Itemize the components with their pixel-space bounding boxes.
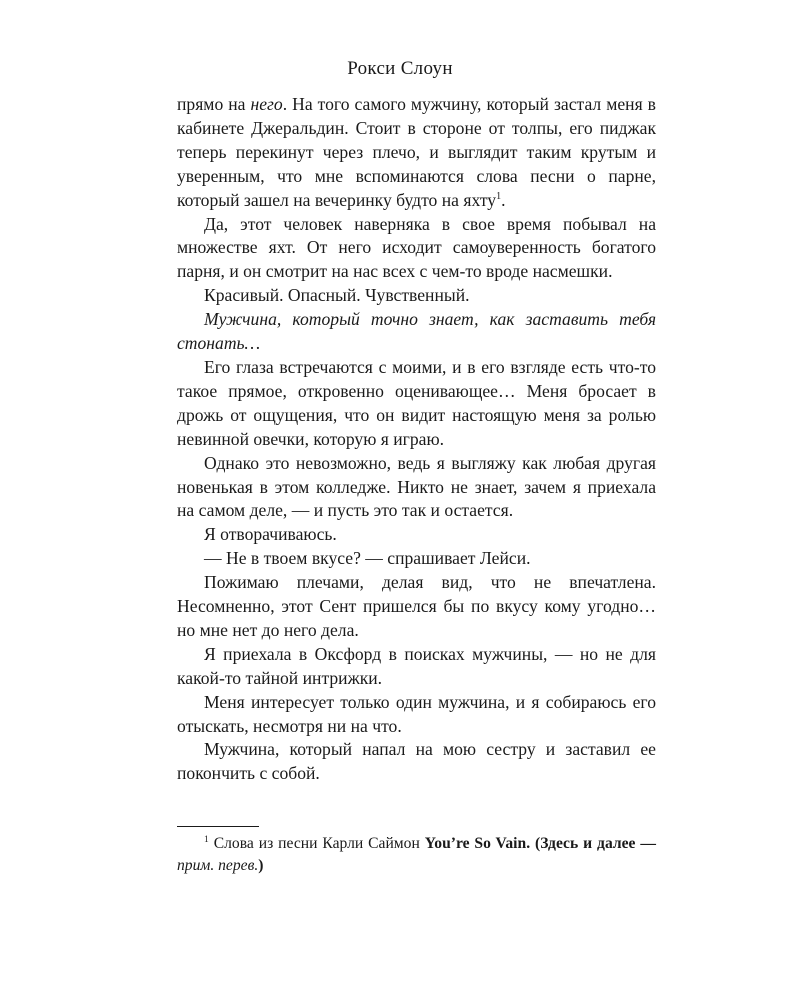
paragraph: Пожимаю плечами, делая вид, что не впечатлена. Несомненно, этот Сент пришелся бы по вкусу кому угодно… но мне нет до него дела.	[177, 572, 656, 640]
footnote-text: Слова из песни Карли Саймон	[213, 835, 425, 852]
paragraph: Меня интересует только один мужчина, и я собираюсь его отыскать, несмотря ни на что.	[177, 691, 656, 736]
italic-paragraph-text: Мужчина, который точно знает, как заставить тебя стонать…	[177, 309, 656, 354]
paragraph: Я приехала в Оксфорд в поисках мужчины, — но не для какой-то тайной интрижки.	[177, 643, 656, 688]
paragraph-text: прямо на	[177, 94, 251, 114]
paragraph: Его глаза встречаются с моими, и в его взгляде есть что-то такое прямое, откровенно оценивающее… Меня бросает в дрожь от ощущения, что он видит настоящую меня за ролью невинной овечки, которую я играю.	[177, 356, 656, 449]
footnote-reference: 1	[496, 190, 502, 202]
footnote	[177, 833, 656, 877]
paragraph: Я отворачиваюсь.	[204, 524, 337, 545]
footnote-mark: 1	[204, 835, 209, 845]
body-text	[177, 93, 656, 786]
paragraph: Мужчина, который напал на мою сестру и заставил ее покончить с собой.	[177, 739, 656, 784]
footnote-text: )	[258, 857, 264, 874]
footnote-text: . (Здесь и далее —	[526, 835, 656, 852]
paragraph	[177, 93, 656, 213]
running-head-author: Рокси Слоун	[347, 58, 453, 79]
emphasis-text: него	[250, 94, 283, 114]
footnote-abbreviation: прим. перев.	[177, 857, 259, 874]
paragraph: Да, этот человек наверняка в свое время побывал на множестве яхт. От него исходит самоуверенность богатого парня, и он смотрит на нас всех с чем-то вроде насмешки.	[177, 213, 656, 282]
paragraph	[177, 308, 656, 356]
paragraph-text: .	[501, 189, 506, 210]
paragraph: Однако это невозможно, ведь я выгляжу как любая другая новенькая в этом колледже. Никто не знает, зачем я приехала на самом деле, — и пусть это так и остается.	[177, 452, 656, 521]
paragraph-text: . На того самого мужчину, который застал меня в кабинете Джеральдин. Стоит в стороне от толпы, его пиджак теперь перекинут через плечо, и выглядит таким крутым и уверенным, что мне вспоминаются слова песни о парне, который зашел на вечеринку будто на яхту	[177, 94, 656, 210]
paragraph: Красивый. Опасный. Чувственный.	[204, 285, 470, 306]
song-title: You’re So Vain	[424, 835, 527, 852]
dialogue-paragraph: — Не в твоем вкусе? — спрашивает Лейси.	[204, 548, 531, 569]
footnote-divider	[177, 826, 259, 827]
